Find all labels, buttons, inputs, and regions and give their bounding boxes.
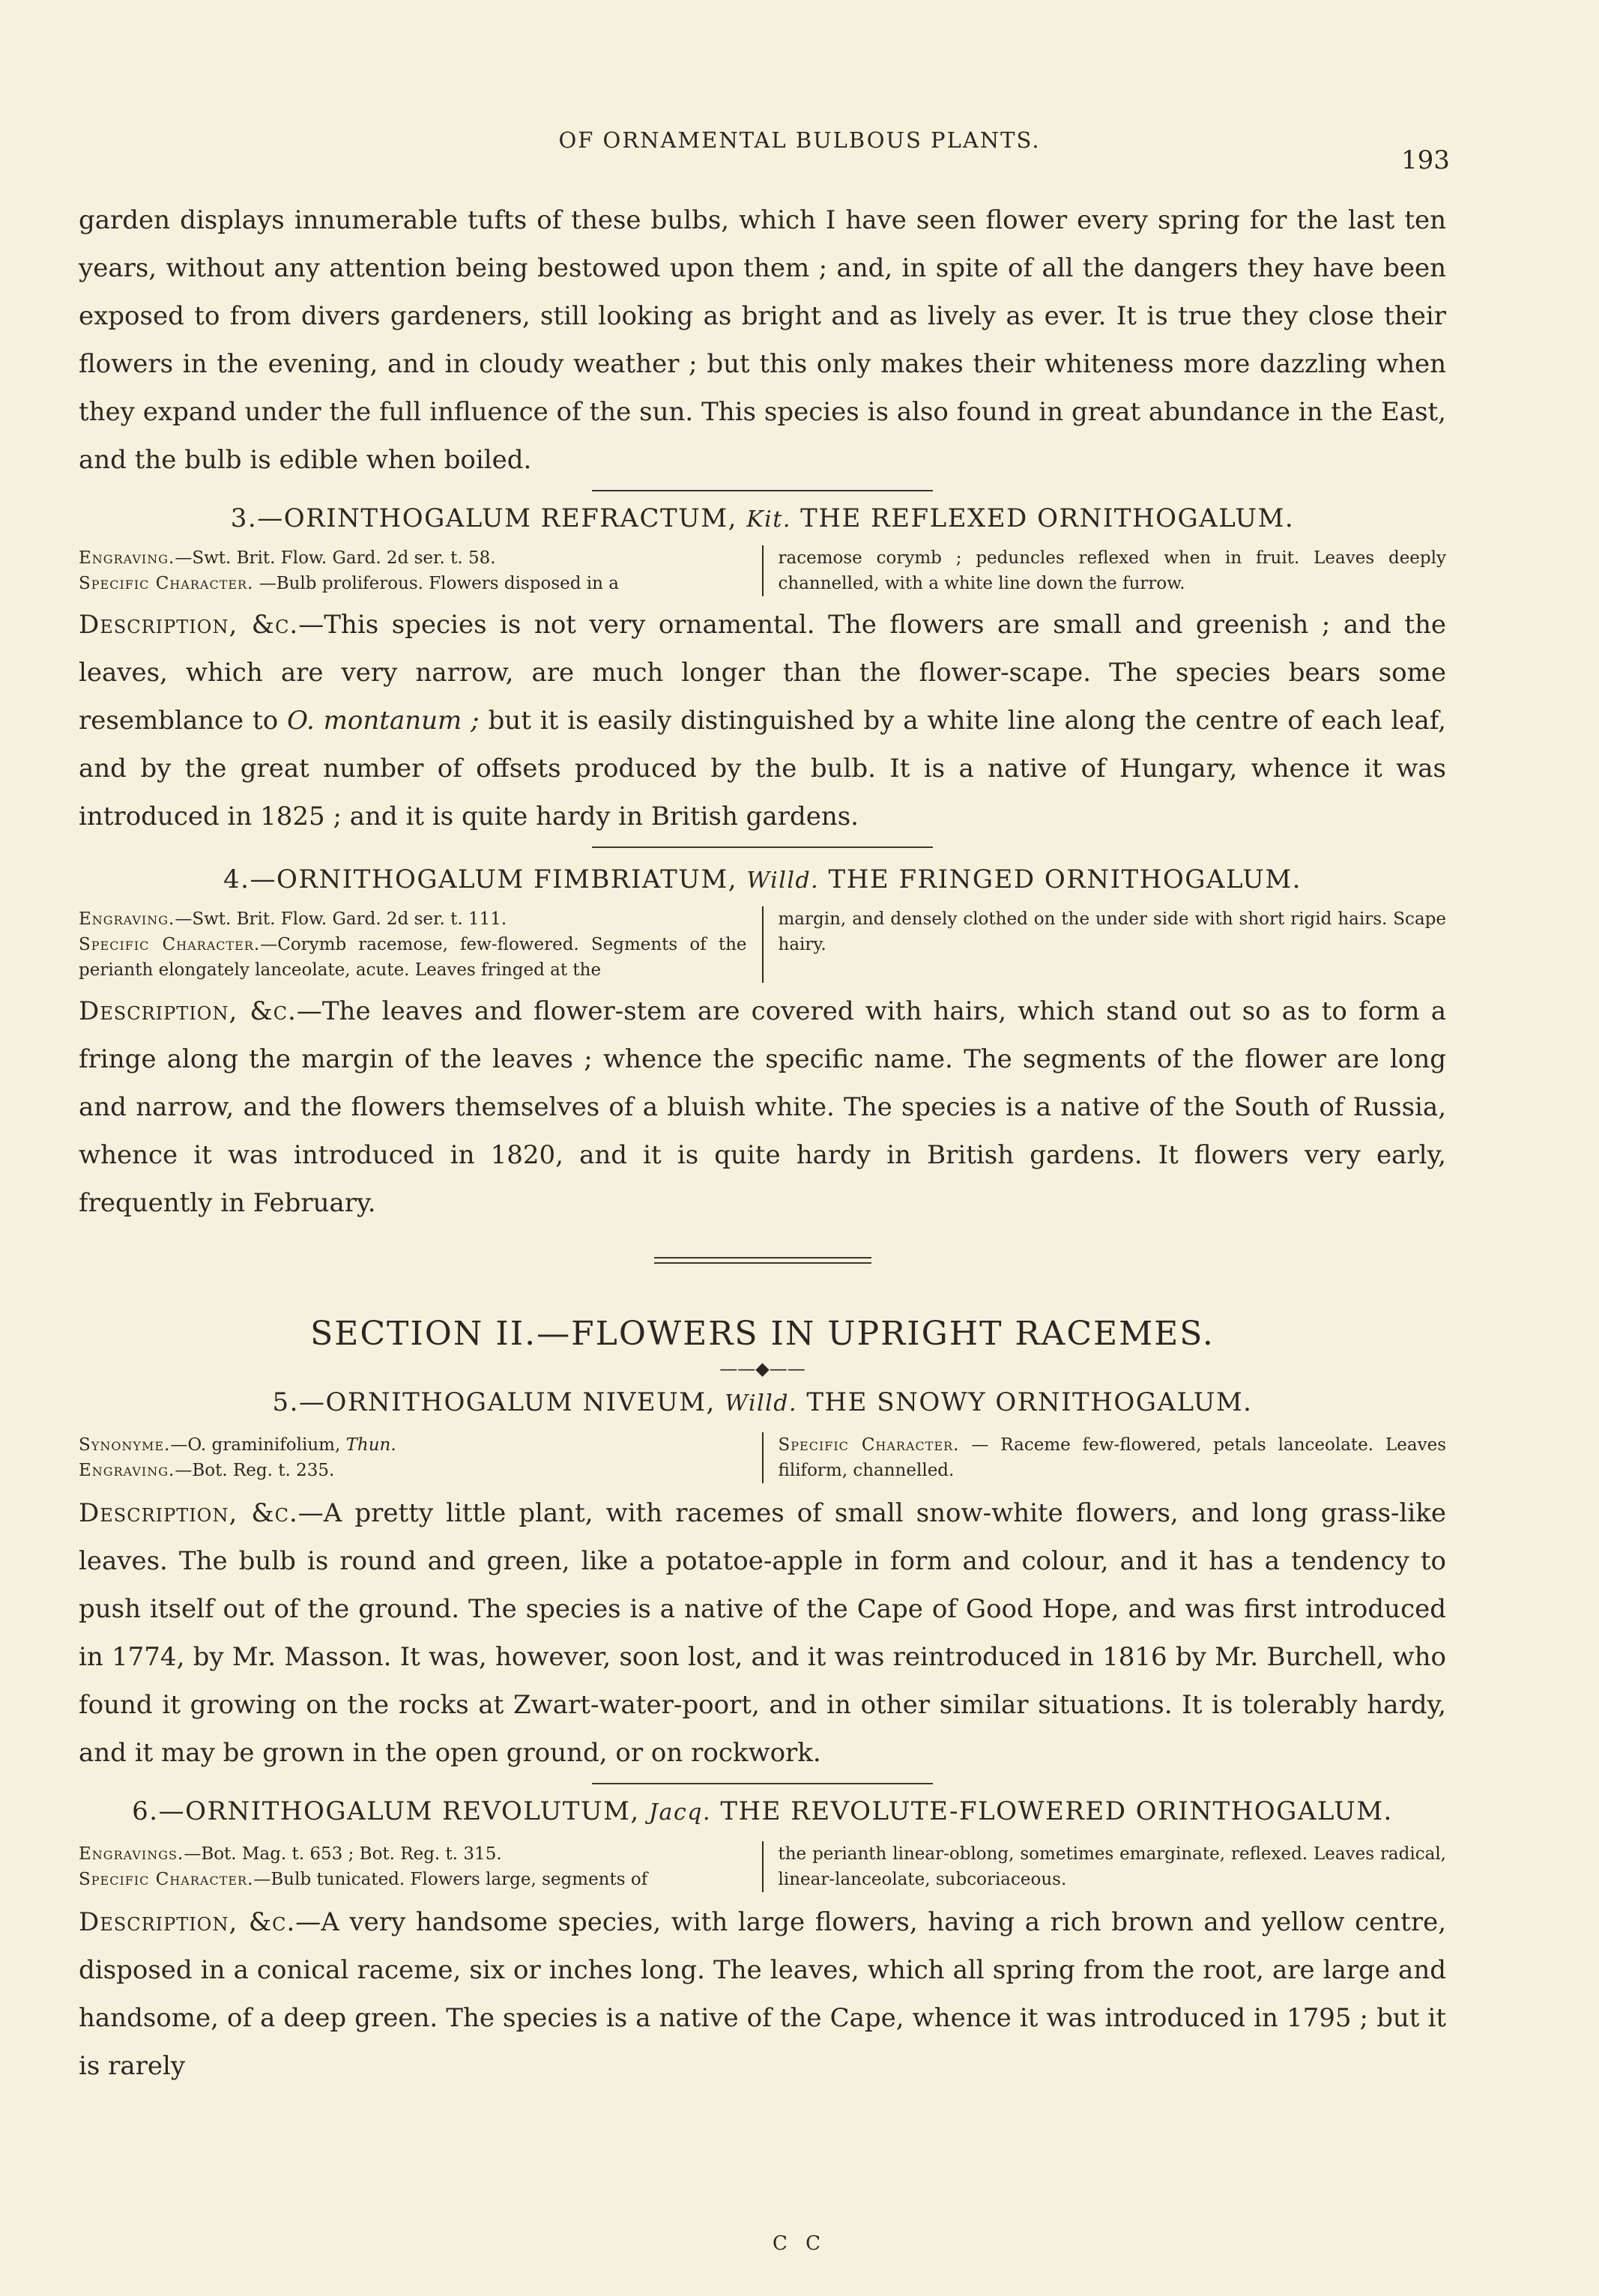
species-notes-6 <box>79 1841 1446 1892</box>
notes-right-column: the perianth linear-oblong, sometimes emarginate, reflexed. Leaves radical, linear-lanceolate, subcoriaceous. <box>762 1841 1447 1892</box>
species-common-name: THE SNOWY ORNITHOGALUM. <box>806 1387 1253 1417</box>
description-text-cont: but it is easily distinguished by a white line along the centre of each leaf, and by the great number of offsets produced by the bulb. It is a native of Hungary, whence it was introduced in 1825 ; and it is quite hardy in British gardens. <box>79 706 1446 832</box>
notes-left-column <box>79 1432 762 1483</box>
engraving-label: Engravings. <box>79 1844 184 1864</box>
species-heading-5 <box>79 1387 1446 1417</box>
description-label: Description, &c. <box>79 996 297 1026</box>
character-label: Specific Character. <box>79 935 261 954</box>
description-label: Description, &c. <box>79 1907 296 1937</box>
intro-paragraph: garden displays innumerable tufts of these bulbs, which I have seen flower every spring for the last ten years, without any attention being bestowed upon them ; and, in spite of all the dangers they have been exposed to from divers gardeners, still looking as bright and as lively as ever. It is true they close their flowers in the evening, and in cloudy weather ; but this only makes their whiteness more dazzling when they expand under the full influence of the sun. This species is also found in great abundance in the East, and the bulb is edible when boiled. <box>79 205 1446 475</box>
engraving-note <box>79 545 747 571</box>
synonyme-note <box>79 1432 747 1458</box>
page-content <box>79 196 1446 2090</box>
species-notes-3 <box>79 545 1446 596</box>
character-label: Specific Character. <box>79 1870 254 1889</box>
engraving-text: —Swt. Brit. Flow. Gard. 2d ser. t. 58. <box>175 548 496 568</box>
description-italic: O. montanum ; <box>287 706 480 736</box>
species-name: 5.—ORNITHOGALUM NIVEUM, <box>272 1387 716 1417</box>
notes-right-column <box>762 1432 1447 1483</box>
species-common-name: THE REVOLUTE-FLOWERED ORINTHOGALUM. <box>720 1796 1393 1826</box>
synonyme-label: Synonyme. <box>79 1435 171 1455</box>
character-label: Specific Character. <box>778 1435 960 1455</box>
species-author: Kit. <box>746 506 791 533</box>
character-note <box>79 932 747 983</box>
notes-left-column <box>79 1841 762 1892</box>
species-name: 3.—ORINTHOGALUM REFRACTUM, <box>230 503 737 533</box>
section-divider <box>654 1257 871 1264</box>
page-number: 193 <box>1401 145 1450 175</box>
character-label: Specific Character. <box>79 574 254 593</box>
engraving-label: Engraving. <box>79 548 175 568</box>
engraving-note <box>79 1458 747 1483</box>
ornament-divider: ——◆—— <box>719 1358 805 1379</box>
species-author: Jacq. <box>649 1799 711 1826</box>
running-header: OF ORNAMENTAL BULBOUS PLANTS. <box>558 127 1041 153</box>
engraving-label: Engraving. <box>79 1461 175 1480</box>
description-text: —A very handsome species, with large flowers, having a rich brown and yellow centre, disposed in a conical raceme, six or inches long. The leaves, which all spring from the root, are large and handsome, of a deep green. The species is a native of the Cape, whence it was introduced in 1795 ; but it is rarely <box>79 1907 1446 2081</box>
divider <box>592 846 933 848</box>
notes-right-column: racemose corymb ; peduncles reflexed when in fruit. Leaves deeply channelled, with a white line down the furrow. <box>762 545 1447 596</box>
character-note <box>79 571 747 596</box>
section-heading: SECTION II.—FLOWERS IN UPRIGHT RACEMES. <box>310 1315 1215 1353</box>
notes-left-column <box>79 545 762 596</box>
character-text: — Raceme few-flowered, petals lanceolate. Leaves filiform, channelled. <box>778 1435 1446 1480</box>
species-heading-6 <box>79 1796 1446 1826</box>
character-text: —Bulb proliferous. Flowers disposed in a <box>253 574 619 593</box>
divider <box>592 1783 933 1784</box>
species-notes-5 <box>79 1432 1446 1483</box>
species-author: Willd. <box>746 867 820 894</box>
description-label: Description, &c. <box>79 1498 298 1528</box>
species-heading-4 <box>79 864 1446 894</box>
divider <box>592 490 933 491</box>
species-notes-4 <box>79 906 1446 983</box>
synonyme-text: —O. graminifolium, <box>170 1435 346 1455</box>
description-text: —The leaves and flower-stem are covered with hairs, which stand out so as to form a fringe along the margin of the leaves ; whence the specific name. The segments of the flower are long and narrow, and the flowers themselves of a bluish white. The species is a native of the South of Russia, whence it was introduced in 1820, and it is quite hardy in British gardens. It flowers very early, frequently in February. <box>79 996 1446 1218</box>
engraving-text: —Bot. Reg. t. 235. <box>175 1461 335 1480</box>
species-heading-3 <box>79 503 1446 533</box>
character-text: —Corymb racemose, few-flowered. Segments of the perianth elongately lanceolate, acute. Leaves fringed at the <box>79 935 747 980</box>
description-paragraph-3 <box>79 601 1446 840</box>
description-paragraph-5 <box>79 1489 1446 1777</box>
synonyme-author: Thun. <box>345 1435 396 1455</box>
notes-left-column <box>79 906 762 983</box>
engraving-note <box>79 1841 747 1867</box>
engraving-note <box>79 906 747 932</box>
species-common-name: THE FRINGED ORNITHOGALUM. <box>828 864 1302 894</box>
engraving-label: Engraving. <box>79 909 175 929</box>
character-text: —Bulb tunicated. Flowers large, segments of <box>253 1870 648 1889</box>
species-name: 4.—ORNITHOGALUM FIMBRIATUM, <box>223 864 738 894</box>
character-note <box>79 1867 747 1892</box>
engraving-text: —Bot. Mag. t. 653 ; Bot. Reg. t. 315. <box>184 1844 502 1864</box>
engraving-text: —Swt. Brit. Flow. Gard. 2d ser. t. 111. <box>175 909 507 929</box>
description-paragraph-6 <box>79 1898 1446 2090</box>
description-paragraph-4 <box>79 987 1446 1227</box>
description-text: —A pretty little plant, with racemes of small snow-white flowers, and long grass-like leaves. The bulb is round and green, like a potatoe-apple in form and colour, and it has a tendency to push itself out of the ground. The species is a native of the Cape of Good Hope, and was first introduced in 1774, by Mr. Masson. It was, however, soon lost, and it was reintroduced in 1816 by Mr. Burchell, who found it growing on the rocks at Zwart-water-poort, and in other similar situations. It is tolerably hardy, and it may be grown in the open ground, or on rockwork. <box>79 1498 1446 1768</box>
signature-mark: C C <box>772 2232 827 2255</box>
species-author: Willd. <box>725 1390 798 1417</box>
notes-right-column: margin, and densely clothed on the under side with short rigid hairs. Scape hairy. <box>762 906 1447 983</box>
description-label: Description, &c. <box>79 610 299 640</box>
species-common-name: THE REFLEXED ORNITHOGALUM. <box>800 503 1295 533</box>
description-text: —This species is not very ornamental. The flowers are small and greenish ; and the leaves, which are very narrow, are much longer than the flower-scape. The species bears some resemblance to <box>79 610 1447 736</box>
species-name: 6.—ORNITHOGALUM REVOLUTUM, <box>132 1796 640 1826</box>
